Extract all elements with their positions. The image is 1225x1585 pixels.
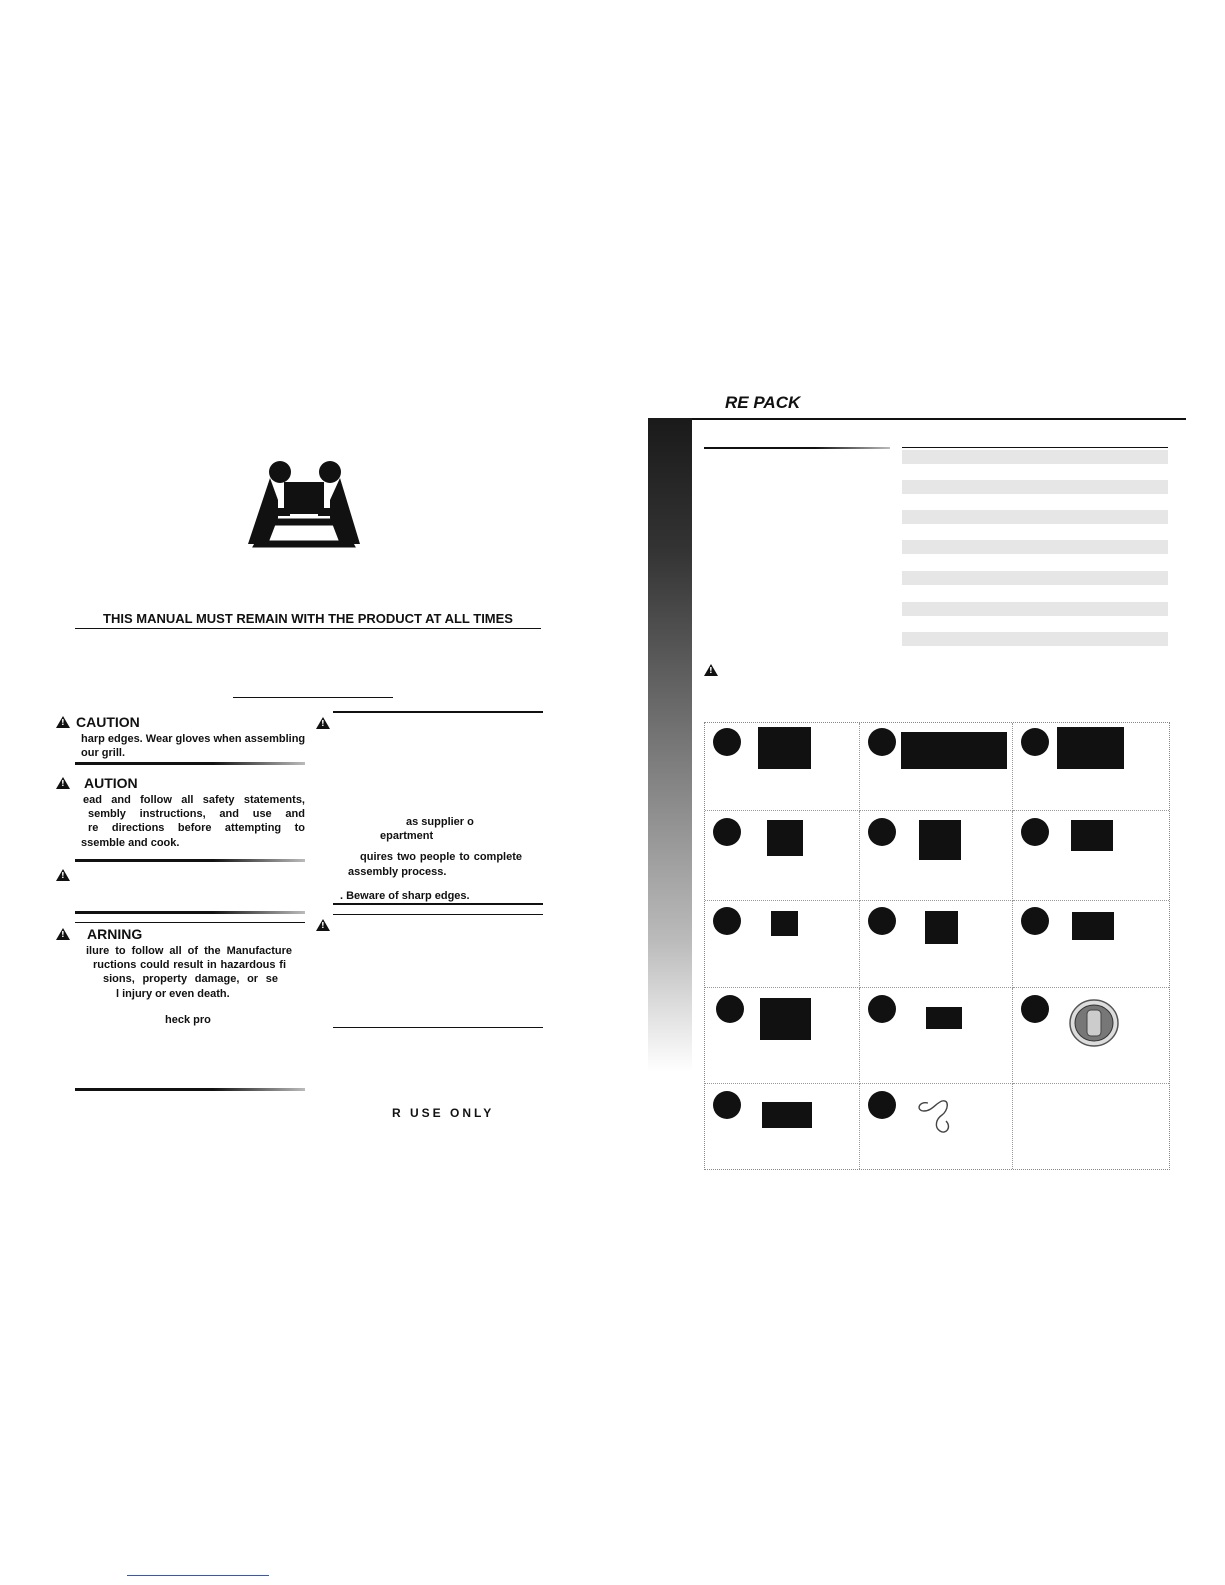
table-stripe [902, 510, 1168, 524]
caution2-line3: re directions before attempting to [88, 822, 305, 834]
caution1-heading: CAUTION [76, 714, 140, 730]
title-underline [75, 628, 541, 629]
part-image [771, 911, 798, 936]
right-col-rule-1 [333, 903, 543, 905]
right-col-rule-3 [333, 1027, 543, 1028]
section-title: RE PACK [725, 393, 801, 412]
table-stripe [902, 602, 1168, 616]
warning-triangle-icon [56, 716, 70, 728]
right-col-rule-2 [333, 914, 543, 915]
part-image [760, 998, 811, 1040]
warning-triangle-icon [316, 919, 330, 931]
warning-triangle-icon [316, 717, 330, 729]
part-image [901, 732, 1007, 769]
footer-link-underline[interactable] [127, 1575, 269, 1576]
warning-bottom-rule [75, 1088, 305, 1091]
hook-wire-icon [914, 1097, 958, 1135]
part-number-bubble [868, 907, 896, 935]
short-rule [233, 697, 393, 698]
table-stripe [902, 450, 1168, 464]
part-number-bubble [1021, 818, 1049, 846]
part-image [767, 820, 803, 856]
warning-triangle-icon [56, 928, 70, 940]
caution1-line2: our grill. [81, 747, 125, 759]
part-cell [1013, 1084, 1169, 1169]
part-number-bubble [713, 907, 741, 935]
part-number-bubble [713, 728, 741, 756]
part-number-bubble [1021, 728, 1049, 756]
table-stripe [902, 571, 1168, 585]
two-person-lift-icon [248, 460, 360, 550]
part-image [758, 727, 811, 769]
manual-title: THIS MANUAL MUST REMAIN WITH THE PRODUCT AT ALL TIMES [103, 611, 513, 626]
part-number-bubble [868, 1091, 896, 1119]
right-table-rule [902, 447, 1168, 448]
part-number-bubble [1021, 995, 1049, 1023]
table-stripe [902, 480, 1168, 494]
department-text: epartment [380, 830, 434, 842]
warning-triangle-icon [56, 869, 70, 881]
part-image [925, 911, 958, 944]
caution2-line2: sembly instructions, and use and [88, 808, 305, 820]
table-stripe [902, 632, 1168, 646]
part-image [1057, 727, 1124, 769]
warning-line1: ilure to follow all of the Manufacture [86, 945, 292, 957]
two-people-line2: assembly process. [348, 866, 447, 878]
part-image [1072, 912, 1114, 940]
part-image [762, 1102, 812, 1128]
warning-top-rule [75, 922, 305, 923]
right-col-top-rule [333, 711, 543, 713]
warning-check: heck pro [165, 1014, 211, 1026]
caution1-line1: harp edges. Wear gloves when assembling [81, 733, 306, 745]
gradient-sidebar [648, 418, 692, 1072]
warning-heading: ARNING [87, 926, 143, 942]
blank-block-rule [75, 911, 305, 914]
left-table-rule [704, 447, 890, 449]
part-number-bubble [1021, 907, 1049, 935]
section-top-rule [648, 418, 1186, 420]
warning-triangle-icon [704, 664, 718, 676]
caution2-rule [75, 859, 305, 862]
part-number-bubble [716, 995, 744, 1023]
warning-line2: ructions could result in hazardous fi [93, 959, 286, 971]
part-image [1071, 820, 1113, 851]
caution1-rule [75, 762, 305, 765]
two-people-line1: quires two people to complete [360, 851, 522, 863]
part-number-bubble [868, 818, 896, 846]
part-number-bubble [713, 818, 741, 846]
warning-triangle-icon [56, 777, 70, 789]
control-knob-icon [1068, 998, 1120, 1048]
part-number-bubble [868, 995, 896, 1023]
use-only-text: R USE ONLY [392, 1106, 495, 1120]
caution2-line4: ssemble and cook. [81, 837, 180, 849]
caution2-line1: ead and follow all safety statements, [83, 794, 305, 806]
supplier-text: as supplier o [406, 816, 474, 828]
part-number-bubble [868, 728, 896, 756]
warning-line4: l injury or even death. [116, 988, 230, 1000]
part-image [919, 820, 961, 860]
warning-line3: sions, property damage, or se [103, 973, 278, 985]
sharp-edges-text: . Beware of sharp edges. [340, 890, 470, 902]
table-stripe [902, 540, 1168, 554]
part-image [926, 1007, 962, 1029]
caution2-heading: AUTION [84, 775, 138, 791]
part-number-bubble [713, 1091, 741, 1119]
